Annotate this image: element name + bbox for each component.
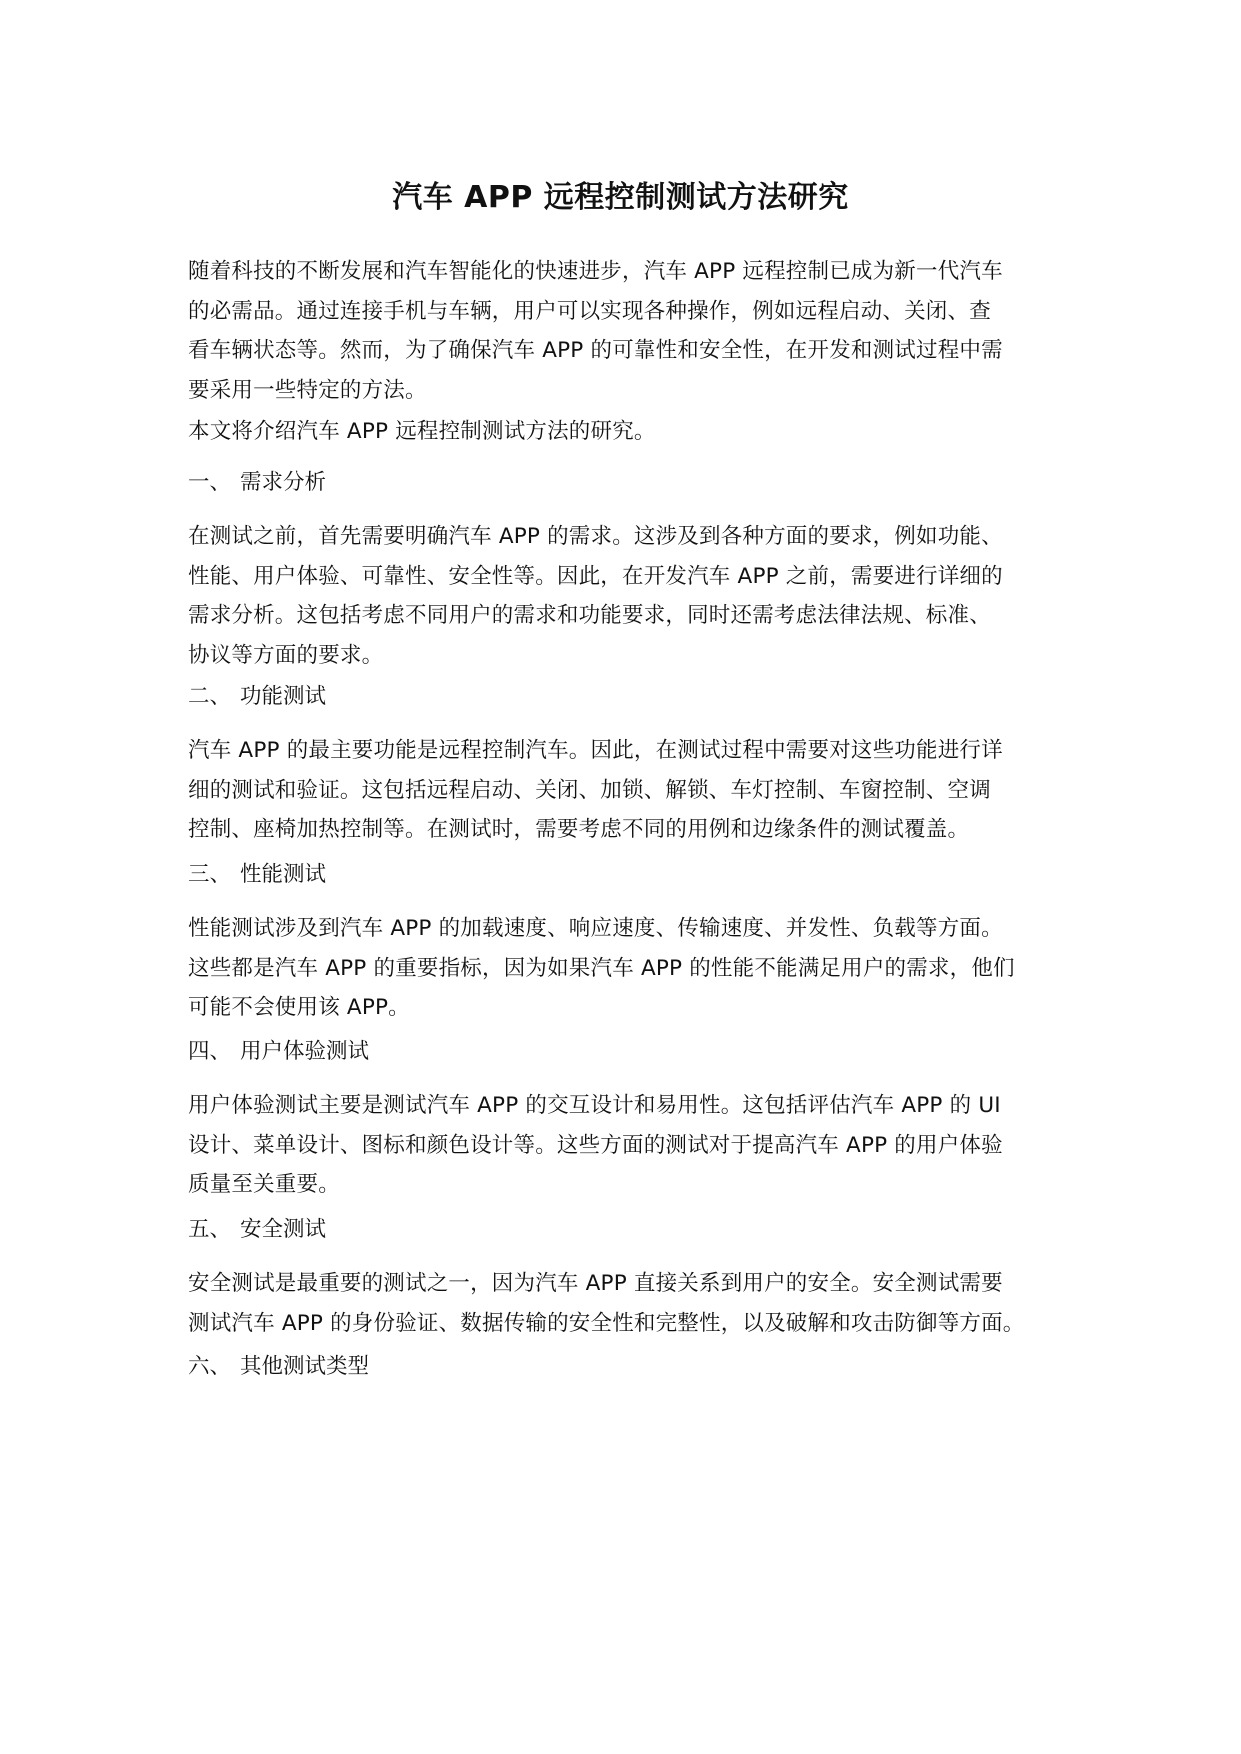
section-number: 三、 bbox=[188, 862, 232, 887]
section-heading-6 bbox=[188, 1352, 369, 1382]
document-title: 汽车 APP 远程控制测试方法研究 bbox=[392, 180, 849, 215]
section-title: 安全测试 bbox=[240, 1217, 327, 1242]
paragraph-line: 设计、菜单设计、图标和颜色设计等。这些方面的测试对于提高汽车 APP 的用户体验 bbox=[188, 1132, 1003, 1158]
section-heading-1 bbox=[188, 468, 326, 498]
paragraph-line: 这些都是汽车 APP 的重要指标，因为如果汽车 APP 的性能不能满足用户的需求，他们 bbox=[188, 955, 1015, 981]
paragraph-line: 用户体验测试主要是测试汽车 APP 的交互设计和易用性。这包括评估汽车 APP 的 UI bbox=[188, 1093, 1001, 1118]
section-heading-3 bbox=[188, 860, 326, 890]
intro-summary bbox=[188, 412, 1068, 452]
paragraph-line: 的必需品。通过连接手机与车辆，用户可以实现各种操作，例如远程启动、关闭、查 bbox=[188, 298, 991, 324]
paragraph-line: 性能、用户体验、可靠性、安全性等。因此，在开发汽车 APP 之前，需要进行详细的 bbox=[188, 563, 1003, 589]
section-title: 其他测试类型 bbox=[240, 1354, 370, 1379]
paragraph-line: 要采用一些特定的方法。 bbox=[188, 377, 427, 403]
section-heading-4 bbox=[188, 1037, 369, 1067]
section-3-paragraph bbox=[188, 909, 1068, 1028]
section-title: 需求分析 bbox=[240, 470, 327, 495]
section-number: 五、 bbox=[188, 1217, 232, 1242]
section-number: 四、 bbox=[188, 1039, 232, 1064]
paragraph-line: 控制、座椅加热控制等。在测试时，需要考虑不同的用例和边缘条件的测试覆盖。 bbox=[188, 817, 970, 842]
paragraph-line: 需求分析。这包括考虑不同用户的需求和功能要求，同时还需考虑法律法规、标准、 bbox=[188, 603, 991, 628]
section-title: 用户体验测试 bbox=[240, 1039, 370, 1064]
paragraph-line: 细的测试和验证。这包括远程启动、关闭、加锁、解锁、车灯控制、车窗控制、空调 bbox=[188, 777, 991, 803]
paragraph-line: 测试汽车 APP 的身份验证、数据传输的安全性和完整性，以及破解和攻击防御等方面。 bbox=[188, 1310, 1025, 1336]
paragraph-line: 可能不会使用该 APP。 bbox=[188, 995, 410, 1020]
section-heading-2 bbox=[188, 682, 326, 712]
paragraph-line: 本文将介绍汽车 APP 远程控制测试方法的研究。 bbox=[188, 419, 656, 444]
paragraph-line: 汽车 APP 的最主要功能是远程控制汽车。因此，在测试过程中需要对这些功能进行详 bbox=[188, 738, 1003, 763]
paragraph-line: 看车辆状态等。然而，为了确保汽车 APP 的可靠性和安全性，在开发和测试过程中需 bbox=[188, 338, 1003, 363]
section-4-paragraph bbox=[188, 1086, 1068, 1205]
section-5-paragraph bbox=[188, 1264, 1068, 1343]
section-2-paragraph bbox=[188, 731, 1068, 850]
paragraph-line: 协议等方面的要求。 bbox=[188, 642, 384, 668]
paragraph-line: 质量至关重要。 bbox=[188, 1172, 340, 1197]
section-number: 一、 bbox=[188, 470, 232, 495]
paragraph-line: 随着科技的不断发展和汽车智能化的快速进步，汽车 APP 远程控制已成为新一代汽车 bbox=[188, 259, 1003, 284]
section-number: 六、 bbox=[188, 1354, 232, 1379]
paragraph-line: 安全测试是最重要的测试之一，因为汽车 APP 直接关系到用户的安全。安全测试需要 bbox=[188, 1271, 1003, 1296]
section-title: 性能测试 bbox=[240, 862, 327, 887]
intro-paragraph bbox=[188, 252, 1068, 410]
section-title: 功能测试 bbox=[240, 684, 327, 709]
paragraph-line: 性能测试涉及到汽车 APP 的加载速度、响应速度、传输速度、并发性、负载等方面。 bbox=[188, 916, 1003, 941]
section-1-paragraph bbox=[188, 517, 1068, 675]
paragraph-line: 在测试之前，首先需要明确汽车 APP 的需求。这涉及到各种方面的要求，例如功能、 bbox=[188, 524, 1003, 549]
section-number: 二、 bbox=[188, 684, 232, 709]
section-heading-5 bbox=[188, 1215, 326, 1245]
